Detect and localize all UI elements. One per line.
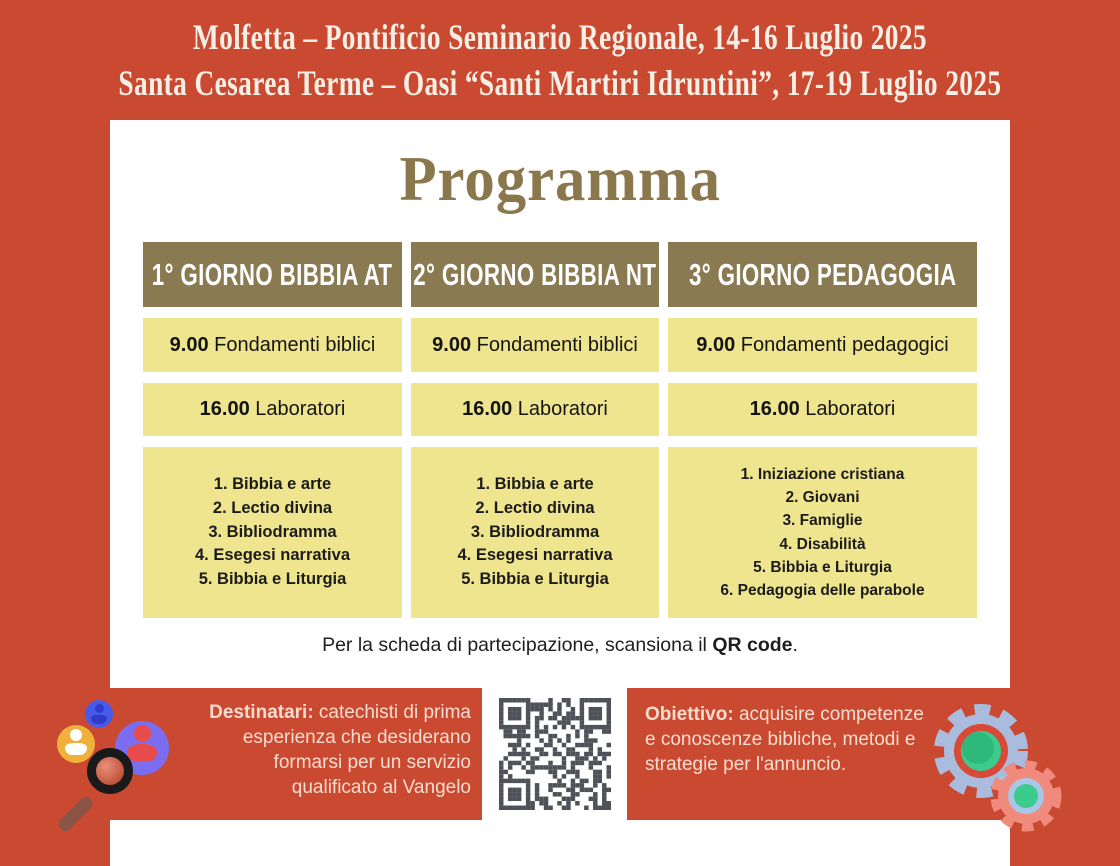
day-2-afternoon-session: 16.00 Laboratori: [411, 383, 659, 436]
day-1-afternoon-session: 16.00 Laboratori: [143, 383, 402, 436]
list-item: 3. Famiglie: [782, 512, 863, 530]
list-item: 3. Bibliodramma: [208, 522, 337, 541]
magnifier-icon: [87, 748, 133, 794]
list-item: 5. Bibbia e Liturgia: [198, 570, 347, 589]
people-search-icon: [55, 695, 185, 840]
schedule-table: [143, 242, 977, 618]
header-line-1: Molfetta – Pontificio Seminario Regionale, 14-16 Luglio 2025: [192, 17, 928, 57]
list-item: 1. Bibbia e arte: [476, 474, 594, 493]
qr-strip: [482, 688, 627, 820]
obiettivo-text: Obiettivo: acquisire competenze e conoscenze bibliche, metodi e strategie per l'annuncio.: [645, 704, 924, 776]
day-3-morning-session: 9.00 Fondamenti pedagogici: [668, 318, 977, 372]
destinatari-text: Destinatari: catechisti di prima esperienza che desiderano formarsi per un servizio qualificato al Vangelo: [209, 702, 471, 799]
avatar: [57, 725, 95, 763]
list-item: 4. Esegesi narrativa: [194, 546, 350, 565]
day-2-morning-session: 9.00 Fondamenti biblici: [411, 318, 659, 372]
day-3-header: 3° GIORNO PEDAGOGIA: [668, 242, 977, 307]
magnifier-handle: [56, 795, 95, 834]
qr-instruction-note: Per la scheda di partecipazione, scansiona il QR code.: [322, 634, 798, 656]
list-item: 5. Bibbia e Liturgia: [753, 558, 892, 576]
list-item: 6. Pedagogia delle parabole: [720, 582, 925, 599]
list-item: 3. Bibliodramma: [470, 522, 600, 541]
list-item: 4. Disabilità: [779, 535, 866, 553]
header-line-2: Santa Cesarea Terme – Oasi “Santi Martiri Idruntini”, 17-19 Luglio 2025: [118, 63, 1002, 103]
day-3-afternoon-session: 16.00 Laboratori: [668, 383, 977, 436]
event-locations-header: [0, 0, 1120, 120]
list-item: 5. Bibbia e Liturgia: [461, 570, 609, 589]
list-item: 2. Lectio divina: [475, 498, 595, 517]
day-1-header: 1° GIORNO BIBBIA AT: [143, 242, 402, 307]
day-1-workshop-list: [143, 447, 402, 618]
qr-code: [499, 698, 611, 810]
day-1-morning-session: 9.00 Fondamenti biblici: [143, 318, 402, 372]
list-item: 4. Esegesi narrativa: [457, 546, 613, 565]
list-item: 2. Giovani: [785, 489, 860, 506]
list-item: 2. Lectio divina: [212, 498, 333, 517]
gears-icon: [925, 690, 1075, 840]
day-3-workshop-list: [668, 447, 977, 618]
list-item: 1. Bibbia e arte: [213, 474, 332, 493]
list-item: 1. Iniziazione cristiana: [740, 465, 905, 483]
day-2-header: 2° GIORNO BIBBIA NT: [411, 242, 659, 307]
day-2-workshop-list: [411, 447, 659, 618]
avatar: [85, 700, 113, 728]
page-title: Programma: [399, 143, 721, 214]
